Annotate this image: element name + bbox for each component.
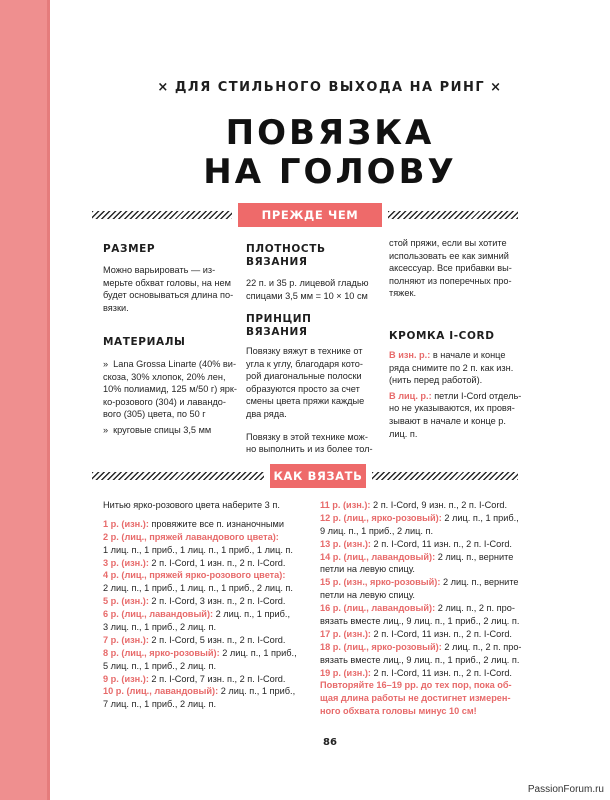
row-label: 19 р. (изн.): (320, 667, 371, 678)
icord-purl-text: в начале и конце (430, 350, 506, 360)
watermark: PassionForum.ru (527, 784, 604, 795)
row-text: 2 п. I-Cord, 5 изн. п., 2 п. I-Cord. (148, 634, 286, 645)
row-text: 9 лиц. п., 1 приб., 2 лиц. п. (320, 525, 434, 536)
principle-heading: ПРИНЦИП ВЯЗАНИЯ (246, 313, 312, 338)
instruction-line (103, 595, 313, 608)
row-text: 2 лиц. п., 2 п. про- (441, 641, 522, 652)
instruction-line (320, 705, 520, 718)
instruction-line (320, 628, 520, 641)
row-text: 2 лиц. п., 1 приб., (218, 686, 296, 697)
steps-right-column (320, 499, 520, 718)
instruction-line (320, 538, 520, 551)
title-line-2: НА ГОЛОВУ (203, 152, 457, 192)
instruction-line (103, 608, 313, 621)
row-label: 5 р. (изн.): (103, 596, 149, 607)
row-text: 2 п. I-Cord, 11 изн. п., 2 п. I-Cord. (370, 628, 512, 639)
row-text: 2 лиц. п., верните (435, 551, 514, 562)
instruction-line (103, 647, 313, 660)
row-label: 18 р. (лиц., ярко-розовый): (320, 641, 442, 652)
row-text: 2 п. I-Cord, 1 изн. п., 2 п. I-Cord. (148, 557, 286, 568)
icord-line: (нить перед работой). (389, 375, 483, 386)
materials-line: вого (305) цвета, по 50 г (103, 409, 206, 420)
row-label: щая длина работы не достигнет измерен- (320, 693, 511, 704)
instruction-line (320, 563, 520, 576)
principle-line: образуются просто за счет (246, 383, 360, 394)
instruction-line (103, 698, 313, 711)
page-title (50, 114, 610, 192)
icord-purl-label: В изн. р.: (389, 350, 431, 360)
hatch-left (92, 211, 232, 219)
row-label: 3 р. (изн.): (103, 557, 149, 568)
row-text: Нитью ярко-розового цвета наберите 3 п. (103, 500, 280, 510)
icord-line: лиц. п. (389, 428, 418, 439)
title-line-1: ПОВЯЗКА (225, 113, 435, 153)
row-text: петли на левую спицу. (320, 564, 415, 575)
row-label: 6 р. (лиц., лавандовый): (103, 609, 214, 620)
icord-block (389, 330, 522, 440)
row-text: 2 лиц. п., 1 приб., (441, 512, 519, 523)
hatch-left (92, 472, 264, 480)
principle-block (246, 313, 376, 456)
row-text: 2 лиц. п., верните (440, 577, 519, 588)
row-label: 12 р. (лиц., ярко-розовый): (320, 512, 442, 523)
icord-heading: КРОМКА I-CORD (389, 330, 495, 342)
row-text: 1 лиц. п., 1 приб., 1 лиц. п., 1 приб., 1 лиц. п. (103, 544, 293, 555)
row-label: 10 р. (лиц., лавандовый): (103, 686, 219, 697)
row-label: 9 р. (изн.): (103, 673, 149, 684)
instruction-line (320, 692, 520, 705)
icord-line: зывают в начале и конце р. (389, 415, 506, 426)
continued-line: использовать ее как зимний (389, 250, 509, 261)
icord-knit-text: петли I-Cord отдель- (431, 390, 522, 401)
principle-line: угла к углу, благодаря кото- (246, 358, 363, 369)
steps-left-column (103, 499, 313, 711)
principle-line: рой диагональные полоски (246, 371, 362, 382)
row-label: ного обхвата головы минус 10 см! (320, 706, 477, 717)
hatch-right (372, 472, 518, 480)
row-text: 2 п. I-Cord, 11 изн. п., 2 п. I-Cord. (370, 538, 512, 549)
row-text: 2 п. I-Cord, 7 изн. п., 2 п. I-Cord. (148, 673, 286, 684)
row-text: 2 п. I-Cord, 9 изн. п., 2 п. I-Cord. (370, 500, 508, 510)
decorative-side-strip (0, 0, 50, 800)
instruction-line (103, 621, 313, 634)
principle-line: смены цвета пряжи каждые (246, 396, 365, 407)
row-label: 14 р. (лиц., лавандовый): (320, 551, 436, 562)
row-text: 2 лиц. п., 1 приб., (213, 609, 291, 620)
gauge-block (246, 243, 376, 302)
icord-line: но не указываются, их провя- (389, 403, 515, 414)
row-label: 15 р. (изн., ярко-розовый): (320, 577, 441, 588)
row-text: 2 п. I-Cord, 3 изн. п., 2 п. I-Cord. (148, 596, 286, 607)
instruction-line (320, 667, 520, 680)
row-label: Повторяйте 16–19 рр. до тех пор, пока об- (320, 680, 512, 691)
instruction-line (103, 518, 313, 531)
instruction-line (320, 602, 520, 615)
gauge-line: спицами 3,5 мм = 10 × 10 см (246, 290, 368, 301)
principle-line: Повязку вяжут в технике от (246, 346, 363, 356)
row-text: 2 п. I-Cord, 11 изн. п., 2 п. I-Cord. (370, 667, 512, 678)
instruction-line (103, 499, 313, 512)
instruction-line (320, 641, 520, 654)
kicker-text: ДЛЯ СТИЛЬНОГО ВЫХОДА НА РИНГ (174, 80, 486, 95)
size-heading: РАЗМЕР (103, 243, 156, 255)
gauge-line: 22 п. и 35 р. лицевой гладью (246, 278, 369, 288)
size-block (103, 243, 233, 314)
instruction-line (103, 685, 313, 698)
instruction-line (320, 576, 520, 589)
size-line: мерьте обхват головы, на нем (103, 277, 231, 288)
instruction-line (103, 569, 313, 582)
instruction-line (320, 615, 520, 628)
icord-knit-label: В лиц. р.: (389, 390, 432, 401)
instruction-line (103, 531, 313, 544)
instruction-line (320, 654, 520, 667)
row-label: 2 р. (лиц., пряжей лавандового цвета): (103, 531, 279, 542)
hatch-right (388, 211, 518, 219)
instruction-line (320, 679, 520, 692)
row-label: 11 р. (изн.): (320, 500, 371, 510)
principle-line: два ряда. (246, 408, 287, 419)
size-line: вязки. (103, 302, 129, 313)
instruction-line (103, 634, 313, 647)
section-label: КАК ВЯЗАТЬ (270, 464, 366, 488)
row-label: 1 р. (изн.): (103, 518, 149, 529)
row-label: 16 р. (лиц., лавандовый): (320, 603, 436, 614)
section-label: ПРЕЖДЕ ЧЕМ НАЧАТЬ (238, 203, 382, 227)
section-band-how-to-knit (92, 468, 518, 484)
row-text: 2 лиц. п., 2 п. про- (435, 603, 515, 614)
row-label: 7 р. (изн.): (103, 634, 149, 645)
materials-line: 10% полиамид, 125 м/50 г) ярк- (103, 384, 237, 395)
row-text: 5 лиц. п., 1 приб., 2 лиц. п. (103, 660, 217, 671)
row-text: 7 лиц. п., 1 приб., 2 лиц. п. (103, 699, 217, 710)
row-text: вязать вместе лиц., 9 лиц. п., 1 приб., 2 лиц. п. (320, 616, 520, 627)
instruction-line (320, 499, 520, 512)
instruction-line (320, 512, 520, 525)
instruction-line (103, 673, 313, 686)
instruction-line (320, 589, 520, 602)
row-text: провяжите все п. изнаночными (148, 518, 284, 529)
continued-line: стой пряжи, если вы хотите (389, 238, 507, 248)
row-text: 2 лиц. п., 1 приб., (219, 647, 297, 658)
icord-line: ряда снимите по 2 п. как изн. (389, 362, 514, 373)
instruction-line (320, 551, 520, 564)
materials-line: ко-розового (304) и лавандо- (103, 396, 226, 407)
kicker-mark-right: × (490, 80, 503, 95)
kicker-mark-left: × (157, 80, 170, 95)
continued-text-block (389, 237, 519, 300)
row-text: петли на левую спицу. (320, 590, 415, 601)
row-label: 13 р. (изн.): (320, 538, 371, 549)
materials-item: » Lana Grossa Linarte (40% ви- (103, 358, 238, 371)
materials-line: скоза, 30% хлопок, 20% лен, (103, 371, 226, 382)
instruction-line (103, 557, 313, 570)
materials-block (103, 336, 238, 437)
instruction-line (103, 582, 313, 595)
principle-line: Повязку в этой технике мож- (246, 431, 368, 442)
continued-line: тяжек. (389, 288, 417, 299)
principle-line: но выполнить и из более тол- (246, 444, 373, 455)
instruction-line (320, 525, 520, 538)
size-line: будет основываться длина по- (103, 290, 234, 301)
continued-line: аксессуар. Все прибавки вы- (389, 263, 512, 274)
page-number: 86 (323, 737, 337, 748)
row-text: 2 лиц. п., 1 приб., 1 лиц. п., 1 приб., 2 лиц. п. (103, 583, 293, 594)
row-text: 3 лиц. п., 1 приб., 2 лиц. п. (103, 622, 217, 633)
section-kicker (50, 80, 610, 95)
instruction-line (103, 544, 313, 557)
row-label: 8 р. (лиц., ярко-розовый): (103, 647, 220, 658)
continued-line: полняют из поперечных про- (389, 275, 512, 286)
gauge-heading: ПЛОТНОСТЬ ВЯЗАНИЯ (246, 243, 326, 268)
row-label: 4 р. (лиц., пряжей ярко-розового цвета): (103, 570, 286, 581)
row-label: 17 р. (изн.): (320, 628, 371, 639)
row-text: вязать вместе лиц., 9 лиц. п., 1 приб., 2 лиц. п. (320, 654, 520, 665)
materials-item: » круговые спицы 3,5 мм (103, 424, 238, 437)
materials-heading: МАТЕРИАЛЫ (103, 336, 186, 348)
size-line: Можно варьировать — из- (103, 265, 216, 275)
instruction-line (103, 660, 313, 673)
